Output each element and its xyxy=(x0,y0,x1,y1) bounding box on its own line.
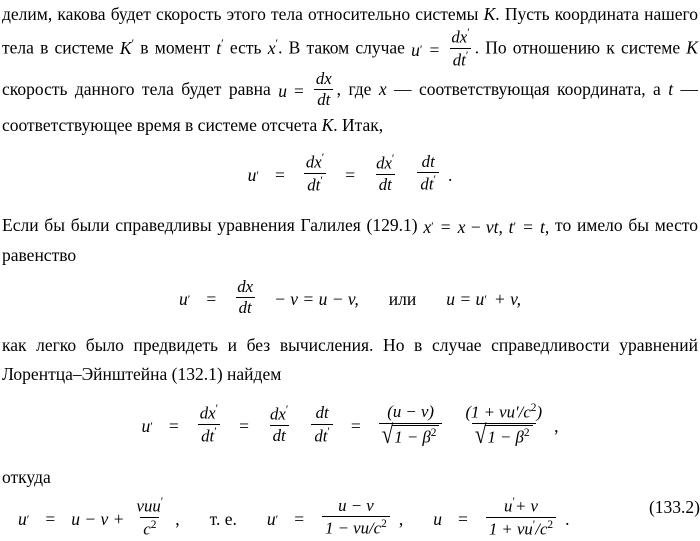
equation-number: (133.2) xyxy=(648,497,700,518)
eq4-lhs-3: u xyxy=(433,508,442,529)
display-equation-2 xyxy=(0,276,700,319)
display-equation-3 xyxy=(0,404,700,449)
eq4-lhs: u xyxy=(18,508,27,529)
symbol-t: t xyxy=(668,79,674,100)
frac-den: dt′ xyxy=(450,48,472,70)
eq1-equals-2: = xyxy=(345,164,356,185)
eq1-lhs: u xyxy=(247,164,257,185)
inline-formula-u-prime: u ′ = $\frac{dx'}{dt'}$ xyxy=(411,28,475,71)
inline-formula-u: u = $\frac{dx}{dt}$ xyxy=(278,71,336,111)
symbol-x: x xyxy=(378,79,387,100)
eq4-word-ie: т. е. xyxy=(209,508,237,529)
eq2-rhs-2: u = u xyxy=(446,288,485,309)
symbol-K-prime: K′ xyxy=(119,36,135,58)
p4-text: откуда xyxy=(2,467,51,488)
p2-inline-galileo: x ′ = x − vt, xyxy=(423,216,503,237)
eq2-rhs-1: − v = u − v, xyxy=(274,288,359,309)
p1-text-11: . Итак, xyxy=(333,115,384,136)
eq4-frac-2: $\frac{u - v}{1 - vu/c^2}$ xyxy=(322,497,390,539)
eq2-word-or: или xyxy=(388,288,417,309)
symbol-x-prime: x′ xyxy=(267,36,279,58)
equation-body: u ′ = $\frac{dx'}{dt'}$ = $\frac{dx'}{dt}$ $\frac{dt}{dt'}$ = (u − v) √ $1 - \beta^2$ $(1 + vu'/c^2)$ √ $1 - \beta^2$ , xyxy=(141,402,559,450)
eq3-frac-1: $\frac{dx'}{dt'}$ xyxy=(199,403,219,446)
p1-text-5: . В таком случае xyxy=(278,37,412,58)
sqrt-1: √ $1 - \beta^2$ xyxy=(382,425,440,447)
paragraph-1 xyxy=(2,0,698,140)
paragraph-4 xyxy=(2,463,698,491)
display-equation-1 xyxy=(0,151,700,197)
p1-text-8: , где xyxy=(336,79,379,100)
equation-body: u ′ = u − v + $\frac{vuu'}{c^2}$ , т. е. u ′ = $\frac{u - v}{1 - vu/c^2}$ , u = $\frac{u'+ v}{1 + vu'/c^2}$ . xyxy=(18,495,570,539)
eq3-frac-3: $\frac{dt}{dt'}$ xyxy=(311,404,333,446)
p2-text-2: то имело бы место равенство xyxy=(2,214,699,266)
p1-text-7: скорость данного тела будет равна xyxy=(2,79,279,100)
p2-text-1: Если бы были справедливы уравнения Галилея (129.1) xyxy=(2,214,424,235)
eq1-frac-1: $\frac{dx'}{dt'}$ xyxy=(305,152,325,195)
sqrt-2: √ $1 - \beta^2$ xyxy=(475,425,533,447)
eq1-period: . xyxy=(447,164,453,185)
eq3-frac-5: $(1 + vu'/c^2)$ √ $1 - \beta^2$ xyxy=(465,402,543,450)
eq2-frac: $\frac{dx}{dt}$ xyxy=(237,276,254,318)
p1-text-3: в момент xyxy=(134,37,217,58)
p1-text-6: . По отношению к системе xyxy=(474,37,687,58)
symbol-K-2: K xyxy=(686,37,698,58)
eq1-equals-1: = xyxy=(274,164,285,185)
eq1-frac-3: $\frac{dt}{dt'}$ xyxy=(417,153,439,195)
symbol-K-3: K xyxy=(321,115,334,136)
eq1-frac-2: $\frac{dx'}{dt}$ xyxy=(376,152,395,194)
p1-text-1: делим, какова будет скорость этого тела относительно системы xyxy=(2,4,484,24)
paragraph-3 xyxy=(2,331,698,388)
frac-num: dx xyxy=(315,68,332,88)
eq4-rhs-1: u − v + xyxy=(71,508,125,529)
display-equation-4 xyxy=(0,497,700,540)
symbol-K: K xyxy=(483,4,496,24)
eq4-lhs-2: u xyxy=(266,508,276,529)
p1-text-2: . Пусть координата нашего тела в системе xyxy=(2,4,698,58)
eq3-frac-4: (u − v) √ $1 - \beta^2$ xyxy=(379,403,443,447)
frac-den: dt xyxy=(314,89,333,109)
p3-text: как легко было предвидеть и без вычисления. Но в случае справедливости уравнений Лорентца–Эйнштейна (132.1) найдем xyxy=(2,335,698,384)
symbol-t-prime: t′ xyxy=(216,36,224,58)
eq3-lhs: u xyxy=(141,416,151,437)
paragraph-2 xyxy=(2,211,698,270)
p1-text-10: — соответствующее время в системе отсчета xyxy=(2,79,699,136)
equation-body: u ′ = $\frac{dx}{dt}$ − v = u − v, или u = u ′ + v, xyxy=(179,276,521,318)
frac-num: dx′ xyxy=(451,26,470,47)
equation-body: u ′ = $\frac{dx'}{dt'}$ = $\frac{dx'}{dt}$ $\frac{dt}{dt'}$ . xyxy=(247,151,453,195)
p1-text-9: — соответствующая координата, а xyxy=(386,79,669,100)
p1-text-4: есть xyxy=(223,37,268,58)
p2-inline-time: t ′ = t, xyxy=(508,216,550,237)
eq2-lhs: u xyxy=(179,288,188,309)
eq4-frac-1: $\frac{vuu'}{c^2}$ xyxy=(136,495,164,539)
eq3-frac-2: $\frac{dx'}{dt}$ xyxy=(269,404,289,446)
eq4-frac-3: $\frac{u'+ v}{1 + vu'/c^2}$ xyxy=(486,496,556,539)
